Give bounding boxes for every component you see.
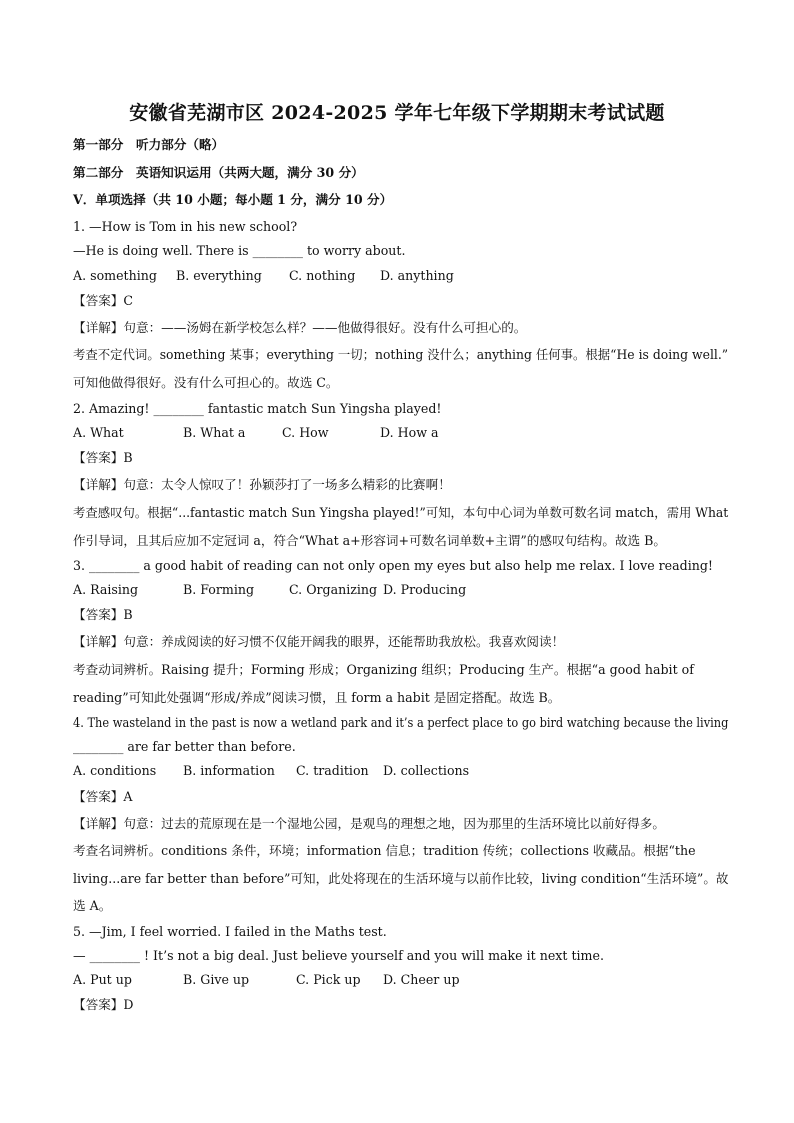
question-stem: 1. —How is Tom in his new school? <box>73 219 298 234</box>
answer-line: 【答案】D <box>73 997 134 1012</box>
section-heading: V．单项选择（共 10 小题；每小题 1 分，满分 10 分） <box>73 192 393 207</box>
option: A. Raising <box>73 582 139 597</box>
answer-line: 【答案】A <box>73 789 133 804</box>
option: C. How <box>282 425 329 440</box>
detail-line: 考查感叹句。根据“...fantastic match Sun Yingsha played!”可知，本句中心词为单数可数名词 match，需用 What <box>73 505 729 520</box>
option: C. tradition <box>296 763 369 778</box>
detail-line: 作引导词，且其后应加不定冠词 a，符合“What a+形容词+可数名词单数+主谓”的感叹句结构。故选 B。 <box>73 533 667 548</box>
option: B. Give up <box>183 972 250 987</box>
option: C. Pick up <box>296 972 361 987</box>
detail-line: 【详解】句意：过去的荒原现在是一个湿地公园，是观鸟的理想之地，因为那里的生活环境比以前好得多。 <box>73 816 665 831</box>
question-stem: — ________ ! It’s not a big deal. Just believe yourself and you will make it next time. <box>73 948 604 963</box>
option: B. everything <box>176 268 262 283</box>
option: A. What <box>73 425 124 440</box>
detail-line: 【详解】句意：——汤姆在新学校怎么样？——他做得很好。没有什么可担心的。 <box>73 320 527 335</box>
option: C. Organizing <box>289 582 378 597</box>
detail-line: 【详解】句意：太令人惊叹了！孙颖莎打了一场多么精彩的比赛啊！ <box>73 477 451 492</box>
detail-line: 可知他做得很好。没有什么可担心的。故选 C。 <box>73 375 339 390</box>
detail-line: reading”可知此处强调“形成/养成”阅读习惯，且 form a habit 是固定搭配。故选 B。 <box>73 690 561 705</box>
detail-line: 选 A。 <box>73 898 112 913</box>
detail-line: 【详解】句意：养成阅读的好习惯不仅能开阔我的眼界，还能帮助我放松。我喜欢阅读！ <box>73 634 565 649</box>
part-two-heading: 第二部分 英语知识运用（共两大题，满分 30 分） <box>73 165 364 180</box>
option: B. What a <box>183 425 246 440</box>
option: A. something <box>73 268 157 283</box>
option: B. Forming <box>183 582 255 597</box>
option: D. Cheer up <box>383 972 460 987</box>
answer-line: 【答案】C <box>73 293 134 308</box>
detail-line: 考查不定代词。something 某事；everything 一切；nothing 没什么；anything 任何事。根据“He is doing well.” <box>73 347 729 362</box>
part-one-heading: 第一部分 听力部分（略） <box>73 137 225 152</box>
question-stem: —He is doing well. There is ________ to worry about. <box>73 243 406 258</box>
question-stem: ________ are far better than before. <box>73 739 296 754</box>
option: D. How a <box>380 425 439 440</box>
option: A. Put up <box>73 972 132 987</box>
option: D. anything <box>380 268 454 283</box>
question-stem: 4. The wasteland in the past is now a wetland park and it’s a perfect place to go bird watching because the living <box>73 715 729 730</box>
question-stem: 2. Amazing! ________ fantastic match Sun Yingsha played! <box>73 401 442 416</box>
detail-line: 考查动词辨析。Raising 提升；Forming 形成；Organizing 组织；Producing 生产。根据“a good habit of <box>73 662 694 677</box>
option: B. information <box>183 763 275 778</box>
detail-line: 考查名词辨析。conditions 条件，环境；information 信息；tradition 传统；collections 收藏品。根据“the <box>73 843 696 858</box>
option: C. nothing <box>289 268 356 283</box>
page-title: 安徽省芜湖市区 2024-2025 学年七年级下学期期末考试试题 <box>129 102 665 124</box>
detail-line: living...are far better than before”可知，此处将现在的生活环境与以前作比较，living condition“生活环境”。故 <box>73 871 729 886</box>
answer-line: 【答案】B <box>73 607 133 622</box>
question-stem: 3. ________ a good habit of reading can not only open my eyes but also help me relax. I love reading! <box>73 558 713 573</box>
option: D. collections <box>383 763 470 778</box>
answer-line: 【答案】B <box>73 450 133 465</box>
option: A. conditions <box>73 763 157 778</box>
question-stem: 5. —Jim, I feel worried. I failed in the Maths test. <box>73 924 387 939</box>
option: D. Producing <box>383 582 467 597</box>
